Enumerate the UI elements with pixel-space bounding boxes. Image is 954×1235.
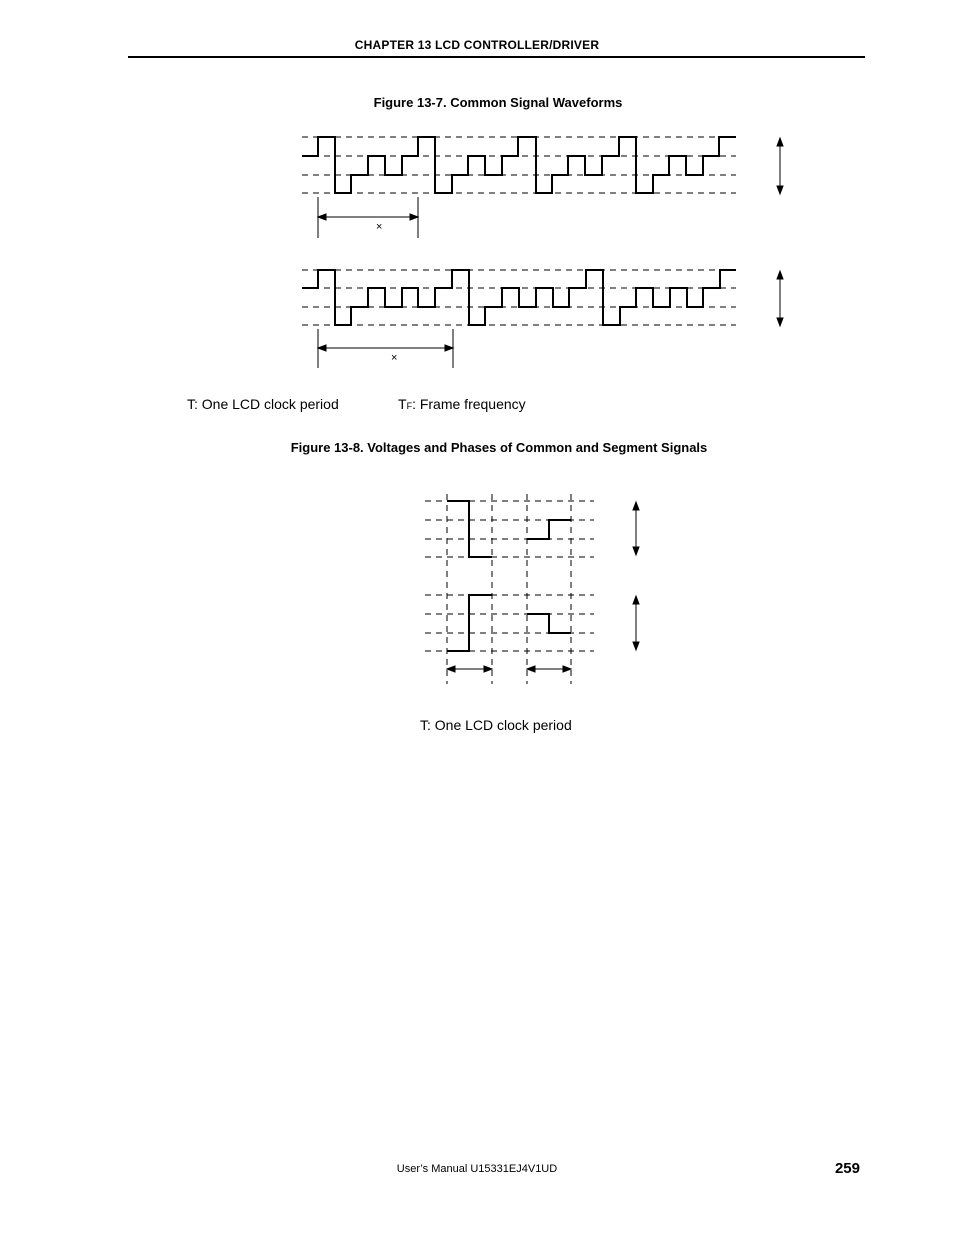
fig2-segment-waveform-2 [527, 614, 571, 633]
fig1-bottom-amplitude-arrow [777, 271, 783, 326]
fig2-t-definition: T: One LCD clock period [420, 717, 572, 733]
fig1-top-amplitude-arrow [777, 138, 783, 194]
fig1-top-period-multiplier: × [376, 221, 383, 233]
fig1-bottom-waveform [302, 270, 736, 325]
figure-13-8-title: Figure 13-8. Voltages and Phases of Common and Segment Signals [290, 440, 708, 455]
fig1-top-waveform [302, 137, 736, 193]
tf-definition [398, 396, 526, 412]
fig2-bottom-level-lines [425, 595, 594, 651]
t-definition: T: One LCD clock period [187, 396, 339, 412]
fig1-bottom-period-marker [318, 329, 453, 368]
fig1-top-period-marker [318, 197, 418, 238]
fig1-bottom-period-multiplier: × [391, 352, 398, 364]
fig2-common-waveform-1 [447, 501, 492, 557]
fig2-bottom-amplitude-arrow [633, 596, 639, 650]
fig2-common-waveform-2 [447, 595, 492, 651]
chapter-header: CHAPTER 13 LCD CONTROLLER/DRIVER [354, 38, 600, 52]
fig2-period-arrow-2 [527, 666, 571, 672]
fig2-top-amplitude-arrow [633, 502, 639, 555]
fig2-period-arrow-1 [447, 666, 492, 672]
tf-subscript: F [406, 401, 413, 411]
tf-symbol: T [398, 396, 407, 412]
footer-manual-id: User’s Manual U15331EJ4V1UD [396, 1163, 558, 1175]
page-number: 259 [834, 1160, 860, 1177]
fig2-period-lines [447, 494, 571, 684]
fig2-segment-waveform-1 [527, 520, 571, 539]
fig2-top-level-lines [425, 501, 594, 557]
figure-13-7-title: Figure 13-7. Common Signal Waveforms [373, 95, 623, 110]
tf-description: : Frame frequency [412, 396, 526, 412]
